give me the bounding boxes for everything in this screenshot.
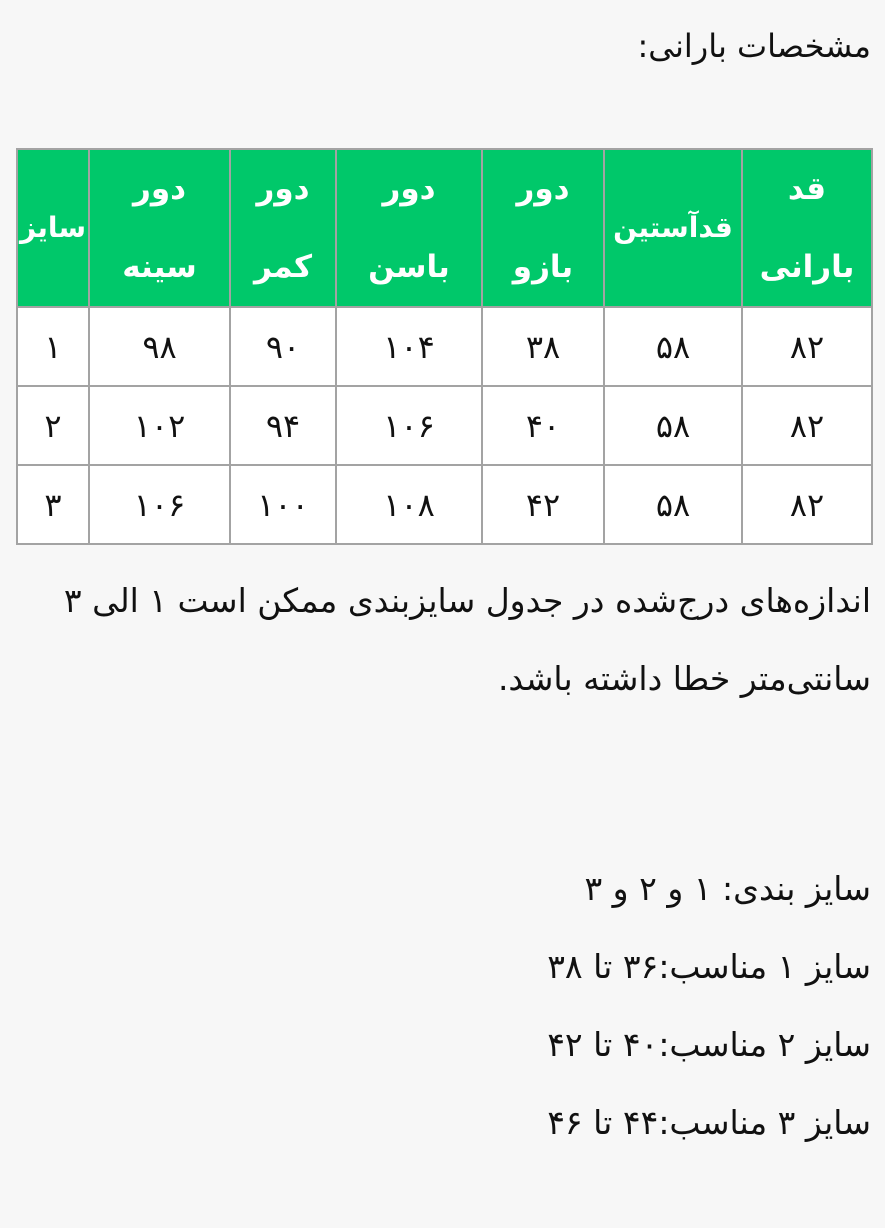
table-cell: ۸۲	[742, 465, 872, 544]
table-header-row	[17, 149, 872, 307]
header-text: دور	[256, 171, 310, 207]
page-heading: مشخصات بارانی:	[637, 27, 871, 65]
table-cell: ۲	[17, 386, 89, 465]
table-cell: ۳	[17, 465, 89, 544]
table-row	[17, 386, 872, 465]
header-cell-hip	[336, 149, 482, 307]
table-cell: ۴۰	[482, 386, 604, 465]
header-text: سایز	[20, 211, 86, 244]
table-cell: ۱	[17, 307, 89, 386]
size-list-item: سایز بندی: ۱ و ۲ و ۳	[584, 869, 871, 908]
table-cell: ۱۰۶	[336, 386, 482, 465]
header-text: باسن	[368, 249, 450, 285]
table-row	[17, 307, 872, 386]
table-cell: ۸۲	[742, 386, 872, 465]
table-cell: ۵۸	[604, 386, 742, 465]
table-row	[17, 465, 872, 544]
table-cell: ۸۲	[742, 307, 872, 386]
table-cell: ۱۰۲	[89, 386, 230, 465]
table-cell: ۱۰۴	[336, 307, 482, 386]
table-cell: ۹۰	[230, 307, 336, 386]
size-list-item: سایز ۲ مناسب:۴۰ تا ۴۲	[547, 1025, 871, 1064]
header-cell-chest	[89, 149, 230, 307]
header-cell-arm	[482, 149, 604, 307]
header-text: قد	[787, 171, 827, 207]
header-text: قدآستین	[613, 211, 733, 244]
header-text: دور	[516, 171, 570, 207]
table-cell: ۱۰۰	[230, 465, 336, 544]
header-text: دور	[132, 171, 187, 207]
size-table	[16, 148, 873, 545]
size-list-item: سایز ۱ مناسب:۳۶ تا ۳۸	[547, 947, 871, 986]
table-cell: ۹۴	[230, 386, 336, 465]
table-cell: ۳۸	[482, 307, 604, 386]
header-cell-sleeve-length	[604, 149, 742, 307]
table-cell: ۵۸	[604, 307, 742, 386]
header-text: کمر	[253, 249, 313, 285]
table-cell: ۵۸	[604, 465, 742, 544]
header-text: بازو	[512, 249, 574, 285]
table-cell: ۹۸	[89, 307, 230, 386]
tolerance-note: اندازه‌های درج‌شده در جدول سایزبندی ممکن است ۱ الی ۳ سانتی‌متر خطا داشته باشد.	[63, 581, 871, 698]
header-text: دور	[382, 171, 436, 207]
header-cell-size	[17, 149, 89, 307]
table-cell: ۴۲	[482, 465, 604, 544]
header-cell-waist	[230, 149, 336, 307]
table-cell: ۱۰۸	[336, 465, 482, 544]
header-cell-raincoat-length	[742, 149, 872, 307]
header-text: سینه	[122, 249, 197, 285]
table-cell: ۱۰۶	[89, 465, 230, 544]
size-list-item: سایز ۳ مناسب:۴۴ تا ۴۶	[547, 1103, 871, 1142]
size-list	[547, 850, 871, 1162]
header-text: بارانی	[759, 249, 855, 285]
